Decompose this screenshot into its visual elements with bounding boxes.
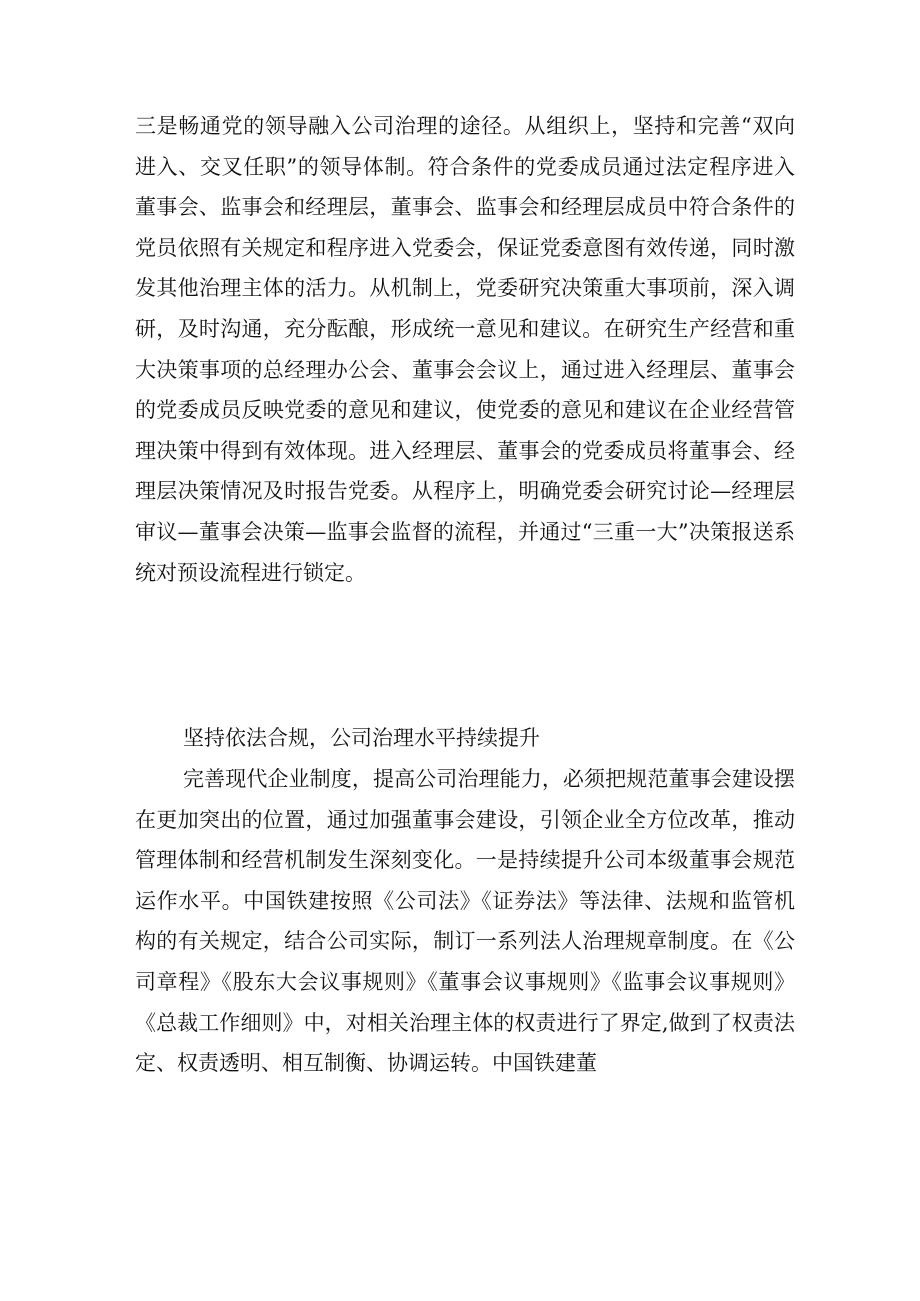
section-heading: 坚持依法合规，公司治理水平持续提升	[183, 726, 540, 750]
body-paragraph-board-construction: 完善现代企业制度，提高公司治理能力，必须把规范董事会建设摆在更加突出的位置，通过加强董事会建设，引领企业全方位改革，推动管理体制和经营机制发生深刻变化。一是持续提升公司本级董事会规范运作水平。中国铁建按照《公司法》《证券法》等法律、法规和监管机构的有关规定，结合公司实际，制订一系列法人治理规章制度。在《公司章程》《股东大会议事规则》《董事会议事规则》《监事会议事规则》《总裁工作细则》中，对相关治理主体的权责进行了界定,做到了权责法定、权责透明、相互制衡、协调运转。中国铁建董	[135, 767, 795, 1076]
body-paragraph-party-leadership: 三是畅通党的领导融入公司治理的途径。从组织上，坚持和完善“双向进入、交叉任职”的领导体制。符合条件的党委成员通过法定程序进入董事会、监事会和经理层，董事会、监事会和经理层成员中符合条件的党员依照有关规定和程序进入党委会，保证党委意图有效传递，同时激发其他治理主体的活力。从机制上，党委研究决策重大事项前，深入调研，及时沟通，充分酝酿，形成统一意见和建议。在研究生产经营和重大决策事项的总经理办公会、董事会会议上，通过进入经理层、董事会的党委成员反映党委的意见和建议，使党委的意见和建议在企业经营管理决策中得到有效体现。进入经理层、董事会的党委成员将董事会、经理层决策情况及时报告党委。从程序上，明确党委会研究讨论—经理层审议—董事会决策—监事会监督的流程，并通过“三重一大”决策报送系统对预设流程进行锁定。	[135, 114, 795, 585]
